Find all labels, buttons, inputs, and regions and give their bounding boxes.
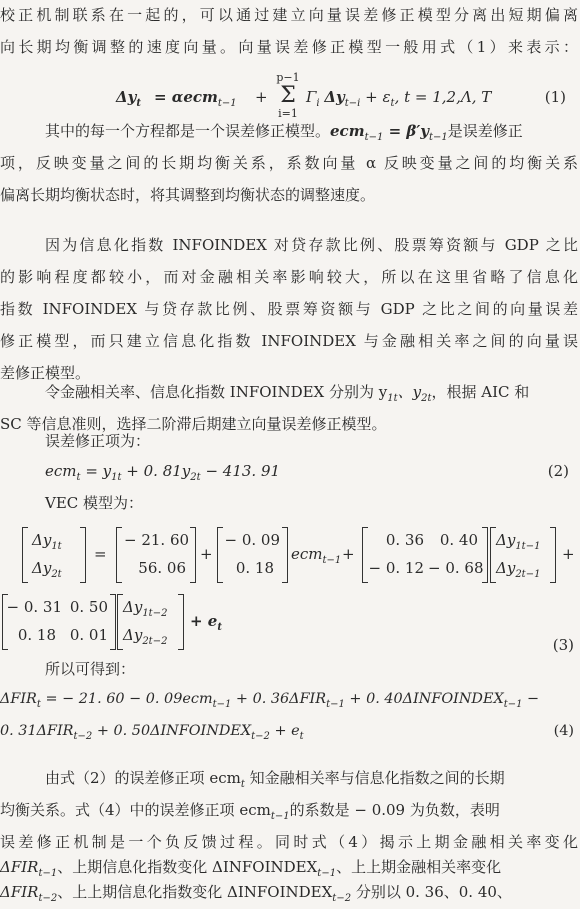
- text-line: 修正模型，而只建立信息化指数 INFOINDEX 与金融相关率之间的向量误: [0, 332, 578, 350]
- equation-3-row2: − 0. 31 0. 50 0. 18 0. 01 $\Delta y_{1t-2}$ $\Delta y_{2t-2}$ + $e_t$ (3): [0, 592, 580, 652]
- text-line: 项，反映变量之间的长期均衡关系，系数向量 α 反映变量之间的均衡关系: [0, 154, 578, 172]
- text-line: 偏离长期均衡状态时，将其调整到均衡状态的调整速度。: [0, 186, 376, 204]
- text-line: 其中的每一个方程都是一个误差修正模型。$ecm_{t-1} = \beta'y_{t-1}$是误差修正: [45, 122, 523, 143]
- text-line: 均衡关系。式（4）中的误差修正项 ecm$_{t-1}$的系数是 − 0.09 为负数，表明: [0, 801, 500, 822]
- equation-number: (4): [553, 723, 574, 739]
- text-line: 校正机制联系在一起的，可以通过建立向量误差修正模型分离出短期偏离: [0, 6, 578, 24]
- text-line: $\Delta FIR_{t-2}$、上上期信息化指数变化 $\Delta INFOINDEX_{t-2}$ 分别以 0. 36、0. 40、: [0, 883, 512, 904]
- text-line: 因为信息化指数 INFOINDEX 对贷存款比例、股票筹资额与 GDP 之比: [45, 236, 578, 254]
- so-label: 所以可得到：: [45, 660, 136, 678]
- text-line: 指数 INFOINDEX 与贷存款比例、股票筹资额与 GDP 之比之间的向量误差: [0, 300, 578, 318]
- vec-label: VEC 模型为：: [45, 494, 144, 512]
- equation-4-line1: $\Delta FIR_t$ = − 21. 60 − 0. 09ecm$_{t-1}$ + 0. $36\Delta FIR_{t-1} + 0$. $40\Delta INFOINDEX_{t-1}$ −: [0, 691, 540, 710]
- ect-label: 误差修正项为：: [45, 432, 151, 450]
- text-line: 误差修正机制是一个负反馈过程。同时式（4）揭示上期金融相关率变化: [0, 833, 578, 851]
- equation-number: (3): [552, 636, 574, 654]
- equation-number: (1): [544, 88, 566, 106]
- text-line: 向长期均衡调整的速度向量。向量误差修正模型一般用式（1）来表示：: [0, 38, 578, 56]
- text-line: 令金融相关率、信息化指数 INFOINDEX 分别为 $y_{1t}$、$y_{2t}$，根据 AIC 和: [45, 383, 530, 404]
- equation-2: $ecm_t = y_{1t} + 0$. $81y_{2t} - 413$. 91 (2): [45, 462, 569, 483]
- equation-3: $\Delta y_{1t}$ $\Delta y_{2t}$ = − 21. 60 56. 06 + − 0. 09 0. 18 ecm$_{t-1}$ + 0. 36 0. 40 − 0. 12 − 0. 68 $\Delta y_{1t-1}$ $\Delta y_{2t-1}$ +: [0, 525, 580, 625]
- text-line: $\Delta FIR_{t-1}$、上期信息化指数变化 $\Delta INFOINDEX_{t-1}$、上上期金融相关率变化: [0, 858, 502, 879]
- summation: p−1 Σ i=1: [276, 71, 300, 120]
- equation-4-line2: 0. $31\Delta FIR_{t-2} + 0$. $50\Delta INFOINDEX_{t-2} + e_t$ (4): [0, 723, 574, 742]
- text-line: SC 等信息准则，选择二阶滞后期建立向量误差修正模型。: [0, 415, 387, 433]
- text-line: 的影响程度都较小，而对金融相关率影响较大，所以在这里省略了信息化: [0, 268, 578, 286]
- text-line: 由式（2）的误差修正项 ecm$_t$ 知金融相关率与信息化指数之间的长期: [45, 769, 505, 790]
- equation-number: (2): [547, 462, 569, 480]
- text-line: 差修正模型。: [0, 364, 91, 382]
- equation-1: $\Delta y_t$ = αecm$_{t-1}$ + p−1 Σ i=1 $\Gamma_i$ $\Delta y_{t-i} + \varepsilon_t$, t = 1,2,Λ, T (1): [116, 71, 566, 120]
